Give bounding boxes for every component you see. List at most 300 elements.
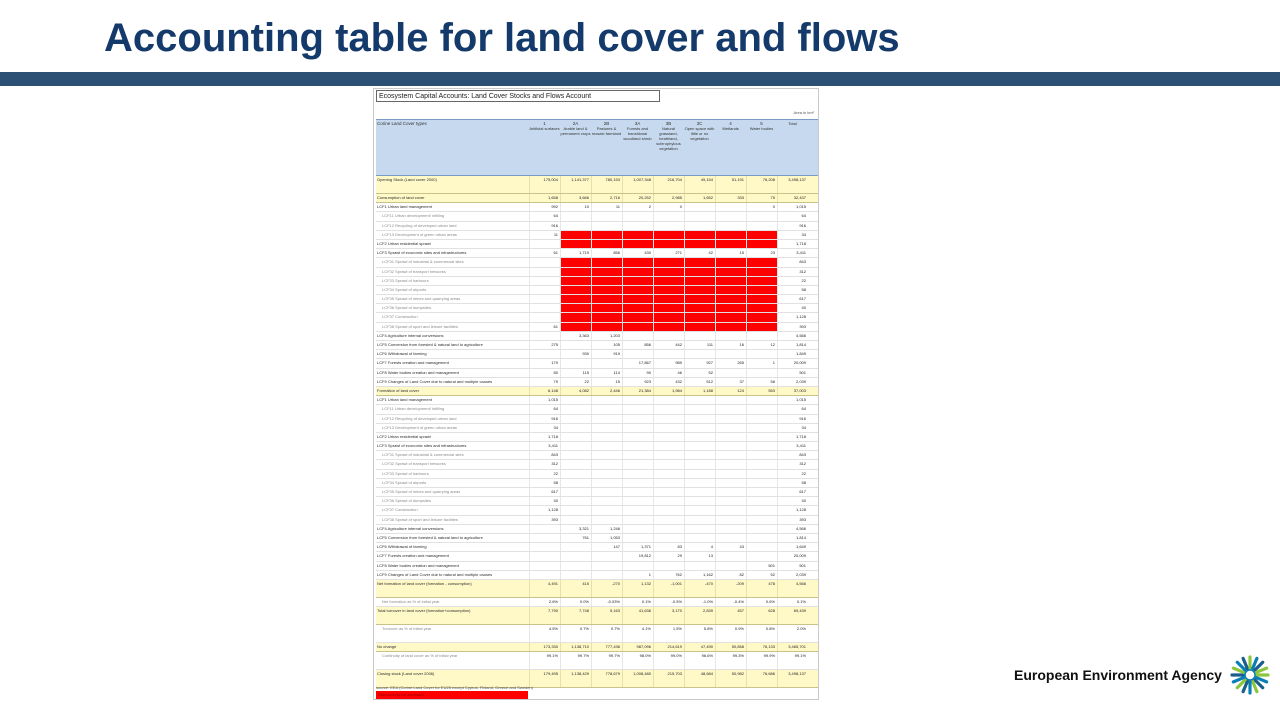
row-label: LCF12 Recycling of developed urban land <box>382 222 457 228</box>
table-cell <box>684 268 715 276</box>
table-cell <box>529 277 560 285</box>
table-row <box>376 516 818 525</box>
table-cell <box>746 313 777 321</box>
table-cell <box>684 488 715 496</box>
table-cell: 3,321 <box>560 525 591 533</box>
table-cell <box>684 332 715 340</box>
table-cell: 843 <box>777 451 808 459</box>
table-cell: 105 <box>591 341 622 349</box>
table-row <box>376 240 818 249</box>
row-label: LCF8 Water bodies creation and management <box>377 369 459 375</box>
table-cell <box>746 332 777 340</box>
table-cell <box>715 350 746 358</box>
table-cell: 393 <box>777 323 808 331</box>
table-cell <box>715 203 746 211</box>
table-cell <box>591 562 622 570</box>
table-cell: 124 <box>715 387 746 395</box>
table-cell: 927 <box>684 359 715 367</box>
table-cell: 617 <box>777 488 808 496</box>
table-cell: 43 <box>715 543 746 551</box>
table-cell: 916 <box>529 415 560 423</box>
table-cell <box>622 268 653 276</box>
table-cell: 916 <box>777 222 808 230</box>
table-cell <box>622 405 653 413</box>
table-cell: 50,982 <box>715 670 746 687</box>
table-cell <box>560 415 591 423</box>
table-cell <box>622 525 653 533</box>
table-cell: 3,170 <box>653 607 684 624</box>
column-name: Natural grassland, heathland, sclerophylous vegetation <box>656 126 681 151</box>
table-cell: 76,208 <box>746 176 777 193</box>
table-cell <box>653 470 684 478</box>
table-cell: 64 <box>529 405 560 413</box>
table-cell <box>560 479 591 487</box>
table-cell <box>746 268 777 276</box>
table-row <box>376 580 818 598</box>
row-label: LCF13 Development of green urban areas <box>382 231 457 237</box>
table-cell: 0.7% <box>591 625 622 642</box>
table-cell: 114 <box>591 369 622 377</box>
row-label: LCF37 Construction <box>382 507 418 513</box>
table-cell: -0.03% <box>591 598 622 606</box>
table-cell <box>653 405 684 413</box>
table-cell <box>746 304 777 312</box>
table-cell <box>653 562 684 570</box>
table-cell <box>684 525 715 533</box>
table-cell: 5.8% <box>684 625 715 642</box>
table-cell: 0.1% <box>777 598 808 606</box>
table-cell: 99.0% <box>653 652 684 669</box>
table-cell: -0.4% <box>715 598 746 606</box>
table-cell <box>560 470 591 478</box>
table-cell <box>715 506 746 514</box>
table-row <box>376 387 818 396</box>
table-cell <box>715 562 746 570</box>
table-cell <box>684 451 715 459</box>
table-row <box>376 396 818 405</box>
table-cell <box>591 552 622 560</box>
table-cell: 37,003 <box>777 387 808 395</box>
table-cell <box>560 460 591 468</box>
row-label: LCF2 Urban residential sprawl <box>377 433 431 439</box>
table-cell: -270 <box>591 580 622 597</box>
table-cell <box>746 231 777 239</box>
row-label: No change <box>377 644 397 650</box>
table-cell: 2,039 <box>777 378 808 386</box>
table-cell: 75 <box>746 194 777 202</box>
land-cover-account-table <box>373 88 819 700</box>
table-row <box>376 552 818 561</box>
table-cell: 11 <box>591 203 622 211</box>
table-cell <box>746 506 777 514</box>
table-cell: 333 <box>715 194 746 202</box>
table-cell <box>591 433 622 441</box>
table-cell: 923 <box>622 378 653 386</box>
table-cell: 13 <box>684 552 715 560</box>
column-code: 2B <box>603 121 610 126</box>
table-cell: 1,015 <box>777 203 808 211</box>
slide-title: Accounting table for land cover and flows <box>104 16 900 60</box>
table-row <box>376 341 818 350</box>
table-cell <box>653 396 684 404</box>
table-cell: 501 <box>746 562 777 570</box>
column-header <box>591 121 622 136</box>
column-name: Open space with little or no vegetation <box>684 126 715 141</box>
table-cell: -470 <box>684 580 715 597</box>
table-cell: 34 <box>529 424 560 432</box>
table-cell <box>715 470 746 478</box>
table-cell: 4.1% <box>622 625 653 642</box>
table-cell: 96.6% <box>684 652 715 669</box>
table-cell: 61 <box>529 323 560 331</box>
table-cell: 214,619 <box>653 643 684 651</box>
table-cell: 3,363 <box>560 332 591 340</box>
row-label: LCF36 Sprawl of dumpsites <box>382 498 432 504</box>
column-code: 3B <box>665 121 672 126</box>
row-label: LCF31 Sprawl of industrial & commercial sites <box>382 259 464 265</box>
table-cell <box>591 313 622 321</box>
table-cell <box>591 222 622 230</box>
table-cell <box>622 295 653 303</box>
table-cell <box>622 240 653 248</box>
table-cell <box>560 516 591 524</box>
column-code: 4 <box>729 121 732 126</box>
missing-data-legend: Data currently not accessible <box>376 691 528 700</box>
table-cell: 111 <box>684 341 715 349</box>
table-cell: 778,679 <box>591 670 622 687</box>
table-cell <box>746 534 777 542</box>
table-cell <box>529 295 560 303</box>
table-cell <box>622 222 653 230</box>
table-row <box>376 313 818 322</box>
table-cell <box>529 552 560 560</box>
table-cell <box>746 488 777 496</box>
table-cell <box>529 562 560 570</box>
table-cell: 992 <box>529 203 560 211</box>
table-cell <box>653 295 684 303</box>
table-cell <box>529 268 560 276</box>
row-label: LCF38 Sprawl of sport and leisure facilities <box>382 516 458 522</box>
table-cell: 457 <box>715 607 746 624</box>
table-row <box>376 268 818 277</box>
header-row-label: Corine Land Cover types <box>377 121 427 126</box>
table-cell: 32,437 <box>777 194 808 202</box>
table-row <box>376 378 818 387</box>
row-label: LCF11 Urban development/ infilling <box>382 406 445 412</box>
row-label: Turnover as % of initial year <box>382 626 432 632</box>
table-cell <box>746 497 777 505</box>
table-cell <box>591 460 622 468</box>
table-row <box>376 258 818 267</box>
table-cell: -1.0% <box>684 598 715 606</box>
row-label: LCF1 Urban land management <box>377 204 432 210</box>
table-cell <box>715 552 746 560</box>
table-cell <box>529 332 560 340</box>
table-cell <box>622 277 653 285</box>
table-cell <box>684 240 715 248</box>
table-cell <box>653 350 684 358</box>
table-cell: 843 <box>529 451 560 459</box>
table-cell <box>591 516 622 524</box>
table-cell: 430 <box>622 249 653 257</box>
table-cell <box>622 424 653 432</box>
table-cell <box>622 350 653 358</box>
table-cell <box>715 488 746 496</box>
table-cell: 2,446 <box>591 387 622 395</box>
table-cell: 0.9% <box>715 625 746 642</box>
table-cell <box>715 424 746 432</box>
table-cell: 3,411 <box>529 442 560 450</box>
table-row <box>376 405 818 414</box>
table-cell: 49,154 <box>684 176 715 193</box>
table-cell: 83 <box>653 543 684 551</box>
table-cell <box>746 222 777 230</box>
table-row <box>376 304 818 313</box>
table-row <box>376 460 818 469</box>
table-cell <box>591 571 622 579</box>
table-cell: 312 <box>777 460 808 468</box>
table-row <box>376 415 818 424</box>
table-cell: 1,162 <box>684 571 715 579</box>
table-cell: 5,163 <box>591 607 622 624</box>
table-cell: 79 <box>529 378 560 386</box>
table-cell: 22 <box>777 277 808 285</box>
table-cell <box>622 488 653 496</box>
table-cell <box>529 240 560 248</box>
column-header <box>622 121 653 141</box>
table-cell <box>746 286 777 294</box>
table-cell: 265 <box>715 359 746 367</box>
table-row <box>376 249 818 258</box>
table-cell: 61 <box>529 249 560 257</box>
table-cell <box>684 231 715 239</box>
column-header <box>777 121 808 126</box>
table-cell <box>715 212 746 220</box>
table-cell: 23 <box>746 249 777 257</box>
table-cell: 1,053 <box>591 534 622 542</box>
table-cell: 4.5% <box>529 625 560 642</box>
column-code: 5 <box>760 121 763 126</box>
table-cell <box>653 451 684 459</box>
table-cell: 0.1% <box>622 598 653 606</box>
table-cell: 99.1% <box>529 652 560 669</box>
table-cell: 1,649 <box>777 543 808 551</box>
table-cell <box>560 231 591 239</box>
table-cell <box>653 323 684 331</box>
table-cell <box>684 442 715 450</box>
table-cell: 50,858 <box>715 643 746 651</box>
table-cell: 51,191 <box>715 176 746 193</box>
row-label: LCF8 Water bodies creation and management <box>377 562 459 568</box>
table-cell: 3,498,137 <box>777 670 808 687</box>
table-cell: 21,384 <box>622 387 653 395</box>
table-cell: 628 <box>746 607 777 624</box>
row-label: LCF5 Conversion from forested & natural land to agriculture <box>377 534 483 540</box>
table-cell <box>715 332 746 340</box>
table-cell <box>746 240 777 248</box>
table-cell <box>746 433 777 441</box>
row-label: LCF31 Sprawl of industrial & commercial sites <box>382 452 464 458</box>
table-cell: 64 <box>777 405 808 413</box>
table-cell: 58 <box>529 479 560 487</box>
table-cell <box>560 552 591 560</box>
table-cell: 15 <box>715 249 746 257</box>
table-cell <box>653 212 684 220</box>
row-label: Opening Stock (Land cover 2000) <box>377 177 437 182</box>
table-cell <box>622 212 653 220</box>
table-cell <box>684 470 715 478</box>
table-cell: 617 <box>529 488 560 496</box>
table-cell <box>591 451 622 459</box>
table-cell <box>560 433 591 441</box>
table-body <box>376 176 818 688</box>
table-cell: 76,133 <box>746 643 777 651</box>
table-cell <box>653 534 684 542</box>
table-cell <box>746 479 777 487</box>
table-cell: 0 <box>653 203 684 211</box>
table-cell: 3,465,701 <box>777 643 808 651</box>
table-cell <box>622 460 653 468</box>
row-label: LCF9 Changes of Land Cover due to natural and multiple causes <box>377 378 493 384</box>
table-cell: 777,436 <box>591 643 622 651</box>
table-cell: 312 <box>529 460 560 468</box>
row-label: LCF3 Sprawl of economic sites and infrastructures <box>377 443 467 449</box>
table-cell: 46 <box>653 369 684 377</box>
row-label: Closing stock (Land cover 2006) <box>377 671 435 677</box>
table-cell: 1,814 <box>777 341 808 349</box>
table-cell <box>622 470 653 478</box>
table-cell: 1,128 <box>777 506 808 514</box>
table-row <box>376 607 818 625</box>
table-cell <box>622 304 653 312</box>
table-cell: 512 <box>684 378 715 386</box>
table-cell <box>715 286 746 294</box>
row-label: Net formation as % of initial year <box>382 598 440 604</box>
table-cell <box>529 258 560 266</box>
table-cell: 1,652 <box>684 194 715 202</box>
table-cell <box>653 286 684 294</box>
table-cell: 42 <box>684 249 715 257</box>
table-cell: 3,411 <box>777 442 808 450</box>
table-row <box>376 488 818 497</box>
table-cell <box>653 525 684 533</box>
table-cell <box>560 222 591 230</box>
table-cell: 1,718 <box>777 433 808 441</box>
column-header <box>715 121 746 131</box>
table-row <box>376 433 818 442</box>
table-cell <box>622 415 653 423</box>
table-cell <box>684 534 715 542</box>
table-cell: 1,849 <box>777 350 808 358</box>
table-cell: 3,666 <box>560 194 591 202</box>
table-cell <box>715 534 746 542</box>
table-cell <box>653 497 684 505</box>
table-cell <box>684 313 715 321</box>
column-header <box>560 121 591 136</box>
table-cell: 987,096 <box>622 643 653 651</box>
title-divider <box>0 72 1280 86</box>
row-label: Consumption of land cover <box>377 195 425 200</box>
table-cell: 393 <box>777 516 808 524</box>
table-cell: 1,246 <box>591 525 622 533</box>
table-cell: 761 <box>560 534 591 542</box>
table-cell <box>529 543 560 551</box>
table-cell: 7,790 <box>529 607 560 624</box>
table-cell <box>715 442 746 450</box>
table-cell <box>653 479 684 487</box>
table-cell <box>684 562 715 570</box>
table-cell: 501 <box>777 562 808 570</box>
table-cell <box>746 415 777 423</box>
table-cell <box>591 268 622 276</box>
table-cell: 16 <box>715 341 746 349</box>
table-cell: 48,684 <box>684 670 715 687</box>
table-cell <box>560 212 591 220</box>
table-cell <box>684 405 715 413</box>
table-cell: 11 <box>529 231 560 239</box>
table-cell: 216,704 <box>653 176 684 193</box>
column-code: 2A <box>572 121 579 126</box>
table-cell: 501 <box>777 369 808 377</box>
table-cell <box>684 295 715 303</box>
table-cell <box>529 286 560 294</box>
table-row <box>376 625 818 643</box>
table-cell <box>560 497 591 505</box>
table-cell <box>746 442 777 450</box>
table-cell <box>746 369 777 377</box>
table-cell <box>591 277 622 285</box>
table-cell: 1 <box>746 359 777 367</box>
table-cell <box>715 313 746 321</box>
column-header <box>746 121 777 131</box>
table-cell <box>529 525 560 533</box>
table-cell: 22 <box>529 470 560 478</box>
table-cell: 22 <box>560 378 591 386</box>
table-cell: 99.7% <box>591 652 622 669</box>
table-cell <box>653 488 684 496</box>
table-cell <box>591 323 622 331</box>
table-cell <box>715 258 746 266</box>
table-cell: 553 <box>746 387 777 395</box>
table-cell <box>684 396 715 404</box>
table-cell <box>591 470 622 478</box>
row-label: LCF32 Sprawl of transport networks <box>382 268 446 274</box>
table-cell <box>622 506 653 514</box>
table-cell <box>715 323 746 331</box>
table-cell: 919 <box>591 350 622 358</box>
table-cell <box>591 415 622 423</box>
table-cell <box>591 304 622 312</box>
table-cell <box>622 396 653 404</box>
table-row <box>376 598 818 607</box>
table-cell <box>560 543 591 551</box>
table-cell <box>653 424 684 432</box>
table-cell <box>715 460 746 468</box>
table-cell: 1,718 <box>777 240 808 248</box>
row-label: LCF9 Changes of Land Cover due to natural and multiple causes <box>377 571 493 577</box>
source-note: source: EEA (Corine Land Cover for EU25 except Cyprus, Finland, Greece and Sweden) <box>376 685 533 690</box>
row-label: Total turnover in land cover (formation+consumption) <box>377 608 471 614</box>
row-label: LCF11 Urban development/ infilling <box>382 213 445 219</box>
table-cell: 99.1% <box>777 652 808 669</box>
table-cell: 52 <box>746 571 777 579</box>
row-label: Continuity of land cover as % of initial year <box>382 653 458 659</box>
table-cell <box>684 516 715 524</box>
table-cell <box>684 350 715 358</box>
table-cell <box>715 295 746 303</box>
table-row <box>376 562 818 571</box>
table-cell <box>653 460 684 468</box>
